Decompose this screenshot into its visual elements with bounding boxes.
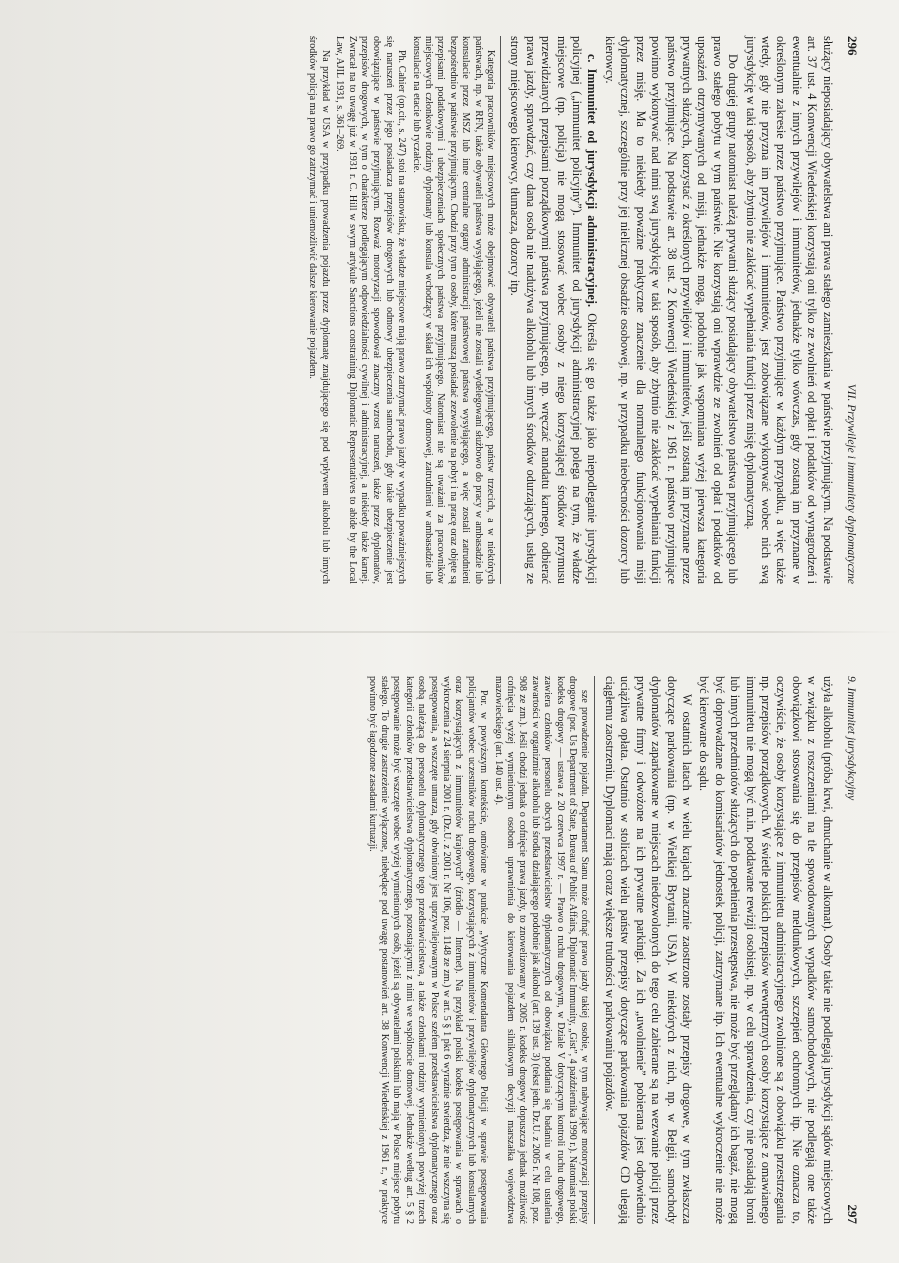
body-paragraph: Do drugiej grupy natomiast należą prywatni służący posiadający obywatelstwo państwa przyjmującego lub prawo stałego pobytu w tym państwie. Nie korzystają oni wprawdzie ze zwolnień od opłat i podatków od uposażeń otrzymywanych od misji, jednakże mogą, podobnie jak wspomniana wyżej pierwsza kategoria prywatnych służących, korzystać z określonych przywilejów i immunitetów, jeśli zostaną im przyznane przez państwo przyjmujące. Na podstawie art. 38 ust. 2 Konwencji Wiedeńskiej z 1961 r. państwo przyjmujące powinno wykonywać nad nimi swą jurysdykcję w taki sposób, aby zbytnio nie zakłócać wypełniania funkcji przez misję. Ma to niekiedy poważne praktyczne znaczenie dla normalnego funkcjonowania misji dyplomatycznej, szczególnie przy jej nielicznej obsadzie osobowej, np. w przypadku nieobecności dozorcy lub kierowcy. [602,36,741,584]
running-head-title: 9. Immunitet jurysdykcyjny [845,676,857,801]
body-paragraph: użyła alkoholu (próba krwi, dmuchanie w alkomat). Osoby takie nie podlegają jurysdykcji sądów miejscowych w związku z roszczeniami na tle spowodowanych wypadków samochodowych, nie podlegają one także obowiązkowi stosowania się do przepisów meldunkowych, szczepień ochronnych itp. Nie oznacza to, oczywiście, że osoby korzystające z immunitetu administracyjnego zwolnione są z obowiązku przestrzegania np. przepisów porządkowych. W świetle polskich przepisów wewnętrznych osoby korzystające z omawianego immunitetu nie mogą być m.in. poddawane rewizji osobistej, np. w celu sprawdzenia, czy nie posiadają broni lub innych przedmiotów służących do popełnienia przestępstwa, nie może być przeglądany ich bagaż, nie mogą być doprowadzane do komisariatów jednostek policji, zatrzymane itp. Ich ewentualne wykroczenie nie może być kierowane do sądu. [697,676,835,1224]
body-paragraph: służący nieposiadający obywatelstwa ani prawa stałego zamieszkania w państwie przyjmującym. Na podstawie art. 37 ust. 4 Konwencji Wiedeńskiej korzystają oni tylko ze zwolnień od opłat i podatków od wynagrodzeń i ewentualnie z innych przywilejów i immunitetów, jednakże tylko wówczas, gdy zostaną im przyznane w określonym zakresie przez państwo przyjmujące. Państwo przyjmujące w każdym przypadku, a więc także wtedy, gdy nie przyzna im przywilejów i immunitetów, jest zobowiązane wykonywać wobec nich swą jurysdykcję w taki sposób, aby zbytnio nie zakłócać wypełniania funkcji przez misję dyplomatyczną. [743,36,835,584]
footnote: Na przykład w USA w przypadku prowadzenia pojazdu przez dyplomatę znajdującego się pod wpływem alkoholu lub innych środków policja ma prawo go zatrzymać i uniemożliwić dalsze kierowanie pojazdem. [307,36,331,584]
footnote: Kategoria pracowników miejscowych może obejmować obywateli państwa przyjmującego, państw trzecich, a w niektórych państwach, np. w RFN, także obywateli państwa wysyłającego, jeżeli nie zostali wydelegowani służbowo do pracy w ambasadzie lub konsulacie przez MSZ lub inne centralne organy administracji państwowej państwa wysyłającego, a więc zostali zatrudnieni bezpośrednio w państwie przyjmującym. Chodzi przy tym o osoby, które muszą posiadać zezwolenie na pobyt i na pracę oraz objęte są przepisami podatkowymi i ubezpieczeniach społecznych państwa przyjmującego. Natomiast nie są uważani za pracowników miejscowych członkowie rodziny dyplomaty lub konsula wchodzący w skład ich wspólnoty domowej, zatrudnieni w ambasadzie lub konsulacie na etacie lub ryczałcie. [410,36,497,584]
section-paragraph [507,36,599,584]
footnote: Por. w powyższym kontekście, omówione w punkcie „Wytyczne Komendanta Głównego Policji w sprawie postępowania policjantów wobec uczestników ruchu drogowego, korzystających z immunitetów i przywilejów dyplomatycznych lub konsularnych oraz korzystających z immunitetów krajowych” (źródło — Internet). Na przykład polski kodeks postępowania w sprawach o wykroczenia z 24 sierpnia 2001 r. (Dz.U. z 2001 r. Nr 106, poz. 1148 ze zm.) w art. 5 § 1 pkt 6 wyraźnie stwierdza, że nie wszczyna się postępowania, a wszczęte umarza, gdy obwiniony jest uprzywilejowanym w Polsce szefem przedstawicielstwa dyplomatycznego oraz osobą należącą do personelu dyplomatycznego tego przedstawicielstwa, a także członkami rodziny wymienionych powyżej trzech kategorii członków przedstawicielstwa dyplomatycznego, pozostającymi z nimi we wspólnocie domowej. Jednakże według art. 5 § 2 postępowanie może być wszczęte wobec wyżej wymienionych osób, jeżeli są obywatelami polskimi lub mają w Polsce miejsce pobytu stałego. To drugie zastrzeżenie wyłączone, niebędące pod uwagę postanowień art. 38 Konwencji Wiedeńskiej z 1961 r., w praktyce powinno być łagodzone zasadami kurtuazji. [366,676,490,1224]
footnotes [306,36,501,584]
running-head [843,36,860,584]
running-head-title: VII. Przywileje i immunitety dyplomatyczne [845,383,857,584]
footnotes [365,676,595,1224]
section-heading: c. Immunitet od jurysdykcji administracyjnej. [585,54,600,308]
page-296 [0,10,880,610]
page-297 [0,650,880,1250]
book-gutter [0,631,899,633]
section-text: Określa się go także jako niepodleganie jurysdykcji policyjnej („immunitet policyjny”). Immunitet od jurysdykcji administracyjnej polega na tym, że władze miejscowe (np. policja) nie mogą stosować wobec osoby z niego korzystającej środków przymusu przewidzianych przepisami porządkowymi państwa przyjmującego, np. wręczać mandatu karnego, odbierać prawa jazdy, sprawdzać, czy dana osoba nie nadużywa alkoholu lub innych środków odurzających, usług ze strony miejscowego kierowcy, tłumacza, dozorcy itp. [508,36,600,585]
body-paragraph: W ostatnich latach w wielu krajach znacznie zaostrzone zostały przepisy drogowe, w tym zwłaszcza dotyczące parkowania (np. w Wielkiej Brytanii, USA). W niektórych z nich, np. w Belgii, samochody dyplomatów zaparkowane w miejscach niedozwolonych do tego celu zabierane są na wezwanie policji przez prywatne firmy i odwożone na ich prywatne parkingi. Za ich „uwolnienie” pobierana jest odpowiednio uciążliwa opłata. Ostatnio w stolicach wielu państw przepisy dotyczące parkowania pojazdów CD ulegają ciągłemu zaostrzeniu. Dyplomaci mają coraz większe trudności w parkowaniu pojazdów. [602,676,694,1224]
footnote: sze prowadzenie pojazdu. Departament Stanu może cofnąć prawo jazdy takiej osobie, w tym nabywające motoryzacji przepisy drogowe (por. Us Department of State, Bureau of Public Affairs, Diplomatic Immunity, „Gist”, 4 października 1990 r.). Natomiast polski kodeks drogowy — ustawa z 20 czerwca 1997 r. — Prawo o ruchu drogowym, w Dziale V dotyczącym kontroli ruchu drogowego, zawiera członków personelu obcych przedstawicielstw dyplomatycznych od obowiązku poddania się badaniu w celu ustalenia zawartości w organizmie alkoholu lub środka działającego podobnie jak alkohol (art. 139 ust. 3) (tekst jedn. Dz.U. z 2005 r. Nr 108, poz. 908 ze zm.). Jeśli chodzi jednak o cofnięcie prawa jazdy, to znowelizowany w 2005 r. kodeks drogowy dopuszcza jednak możliwość cofnięcia wyżej wymienionym osobom uprawnienia do kierowania pojazdem silnikowym decyzji marszałka województwa mazowieckiego (art. 140 ust. 4). [492,676,591,1225]
running-head [843,676,860,1224]
page-number: 296 [845,36,860,56]
footnote: Ph. Cahier (op.cit., s. 247) stoi na stanowisku, że władze miejscowe mają prawo zatrzymać prawo jazdy w wypadku poważniejszych się naruszeń przez jego posiadacza przepisów drogowych lub odmowy ubezpieczenia samochodu, gdy takie ubezpieczenie jest obowiązujące w państwie przyjmującym. Rozważ motoryzacji spowodował znaczny wzrost naruszeń, także przez dyplomatów, przepisów drogowych, w tym o charakterze podlegającym odpowiedzialności cywilnej i administracyjnej, a niekiedy także karnej. Zwracał na to uwagę już w 1931 r. C. Hill w swym artykule Sanctions constraining Diplomatic Representatives to abide by the Local Law, AJIL 1931, s. 361–269. [334,36,408,584]
page-number: 297 [845,1204,860,1224]
